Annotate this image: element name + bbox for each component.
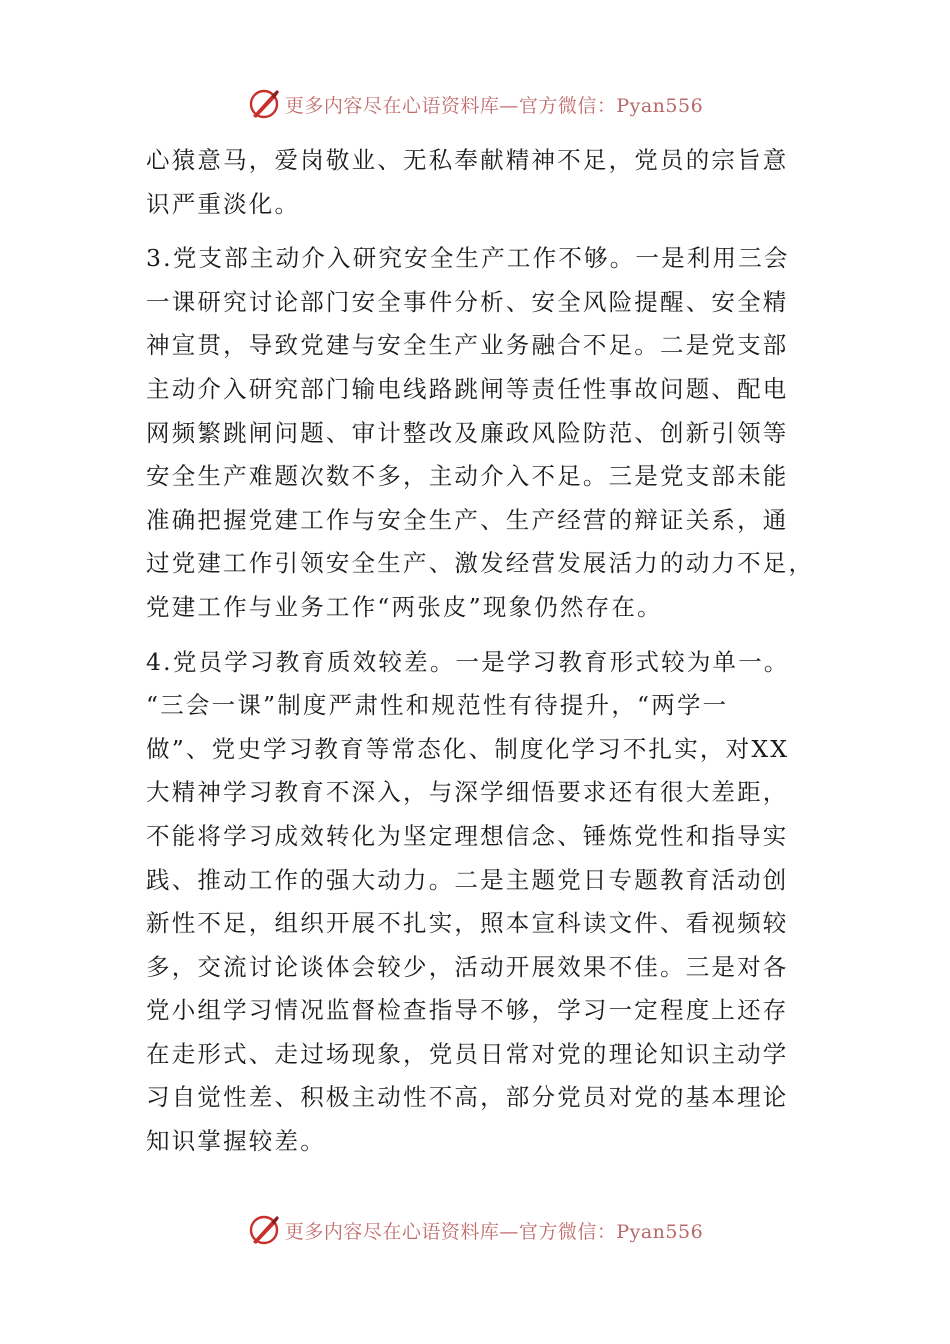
text-line: 党建工作与业务工作“两张皮”现象仍然存在。 [146, 592, 663, 621]
text-line: 做”、党史学习教育等常态化、制度化学习不扎实，对XX [146, 734, 790, 763]
text-line: 4.党员学习教育质效较差。一是学习教育形式较为单一。 [146, 647, 790, 676]
quill-pen-circle-icon [247, 87, 281, 121]
paragraph-1 [146, 139, 806, 226]
text-line: 习自觉性差、积极主动性不高，部分党员对党的基本理论 [146, 1083, 789, 1112]
text-line: 大精神学习教育不深入，与深学细悟要求还有很大差距， [146, 778, 789, 807]
watermark-label: 更多内容尽在心语资料库—官方微信： [284, 1220, 617, 1243]
paragraph-3 [146, 641, 806, 1164]
text-line: “三会一课”制度严肃性和规范性有待提升，“两学一 [146, 691, 729, 720]
header-watermark [0, 84, 950, 124]
text-line: 一课研究讨论部门安全事件分析、安全风险提醒、安全精 [146, 287, 789, 316]
quill-pen-circle-icon [247, 1213, 281, 1247]
text-line: 识严重淡化。 [146, 189, 301, 218]
document-body [146, 139, 815, 1164]
text-line: 主动介入研究部门输电线路跳闸等责任性事故问题、配电 [146, 374, 789, 403]
text-line: 知识掌握较差。 [146, 1127, 326, 1156]
text-line: 3.党支部主动介入研究安全生产工作不够。一是利用三会 [146, 244, 790, 273]
watermark-wechat-id: Pyan556 [616, 94, 704, 117]
text-line: 过党建工作引领安全生产、激发经营发展活力的动力不足， [146, 549, 815, 578]
watermark-wechat-id: Pyan556 [616, 1220, 704, 1243]
watermark-text [285, 1217, 703, 1244]
text-line: 网频繁跳闸问题、审计整改及廉政风险防范、创新引领等 [146, 418, 789, 447]
text-line: 在走形式、走过场现象，党员日常对党的理论知识主动学 [146, 1039, 789, 1068]
text-line: 党小组学习情况监督检查指导不够，学习一定程度上还存 [146, 996, 789, 1025]
text-line: 准确把握党建工作与安全生产、生产经营的辩证关系，通 [146, 505, 789, 534]
text-line: 安全生产难题次数不多，主动介入不足。三是党支部未能 [146, 462, 789, 491]
footer-watermark [0, 1210, 950, 1250]
text-line: 多，交流讨论谈体会较少，活动开展效果不佳。三是对各 [146, 952, 789, 981]
text-line: 神宣贯，导致党建与安全生产业务融合不足。二是党支部 [146, 331, 789, 360]
watermark-label: 更多内容尽在心语资料库—官方微信： [284, 94, 617, 117]
text-line: 心猿意马，爱岗敬业、无私奉献精神不足，党员的宗旨意 [146, 146, 789, 174]
text-line: 践、推动工作的强大动力。二是主题党日专题教育活动创 [146, 865, 789, 894]
text-line: 新性不足，组织开展不扎实，照本宣科读文件、看视频较 [146, 909, 789, 938]
text-line: 不能将学习成效转化为坚定理想信念、锤炼党性和指导实 [146, 821, 789, 850]
paragraph-2 [146, 237, 815, 629]
watermark-text [285, 91, 703, 118]
